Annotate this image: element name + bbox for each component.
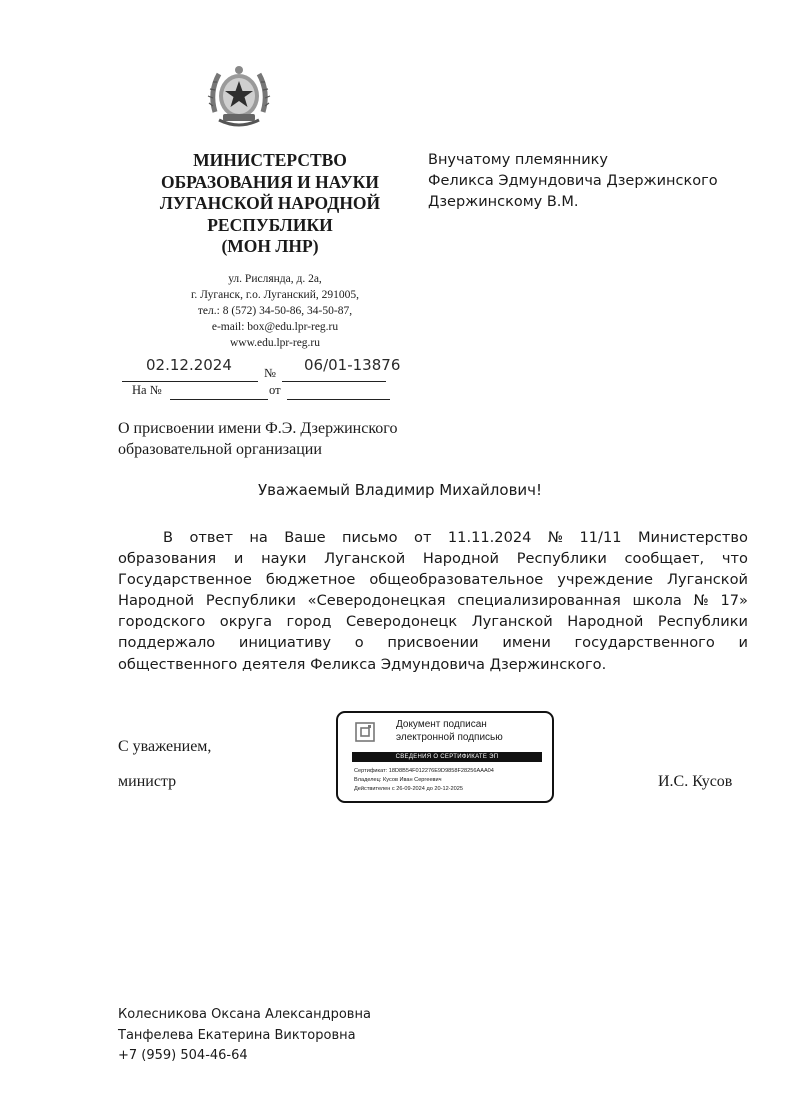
body-word: общественного деятеля Феликса Эдмундовича Дзержинского. xyxy=(118,655,607,673)
body-word: 17» xyxy=(720,592,748,610)
stamp-title-line: Документ подписан xyxy=(396,719,487,730)
ministry-header-line: ЛУГАНСКОЙ НАРОДНОЙ xyxy=(159,193,381,213)
greeting: Уважаемый Владимир Михайлович! xyxy=(257,481,543,499)
body-word: письмо xyxy=(342,529,398,546)
reference-label: На № xyxy=(132,383,162,397)
body-word: Ваше xyxy=(284,529,326,546)
body-line xyxy=(118,632,748,653)
body-word: Министерство xyxy=(637,529,748,546)
body-line xyxy=(118,611,748,632)
signer-name: И.С. Кусов xyxy=(658,773,733,790)
body-word: присвоении xyxy=(387,634,479,652)
ministry-header-line: ОБРАЗОВАНИЯ И НАУКИ xyxy=(161,171,379,192)
date-underline xyxy=(122,381,258,382)
address-line: г. Луганск, г.о. Луганский, 291005, xyxy=(190,289,359,301)
subject-line: образовательной организации xyxy=(118,441,322,458)
body-word: В xyxy=(163,529,174,546)
address-line: www.edu.lpr-reg.ru xyxy=(229,337,321,349)
executor-contacts xyxy=(118,1005,371,1067)
footer-line: Танфелева Екатерина Викторовна xyxy=(118,1027,356,1043)
body-word: Северодонецк xyxy=(345,613,458,631)
body-word: на xyxy=(249,529,268,546)
body-word: сообщает, xyxy=(624,550,705,568)
body-word: Государственное xyxy=(118,571,252,589)
body-word: от xyxy=(414,529,432,546)
body-word: Луганской xyxy=(471,613,553,631)
body-word: школа xyxy=(632,592,682,610)
electronic-signature-stamp xyxy=(336,711,554,803)
body-word: округа xyxy=(219,613,273,631)
body-word: общеобразовательное xyxy=(369,571,544,589)
number-sign: № xyxy=(264,366,276,380)
body-word: науки xyxy=(261,550,307,568)
body-word: Народной xyxy=(422,550,500,568)
body-word: и xyxy=(233,550,244,568)
body-word: Народной xyxy=(118,592,195,610)
body-word: о xyxy=(354,634,364,652)
stamp-validity: Действителен с 26-09-2024 до 20-12-2025 xyxy=(354,786,463,792)
body-word: что xyxy=(721,550,748,568)
document-icon xyxy=(355,722,375,742)
ministry-header-line: МИНИСТЕРСТВО xyxy=(193,150,347,170)
from-label: от xyxy=(269,383,281,397)
stamp-title-line: электронной подписью xyxy=(396,731,503,743)
body-word: учреждение xyxy=(557,571,653,589)
body-line xyxy=(118,548,748,569)
signer-role: министр xyxy=(118,773,177,790)
body-word: городского xyxy=(118,613,206,631)
address-line: e-mail: box@edu.lpr-reg.ru xyxy=(211,321,339,333)
body-word: образования xyxy=(118,550,217,568)
stamp-certificate: Сертификат: 18D8B54F012276E9D9858F28256AAA04 xyxy=(354,768,494,774)
ministry-address xyxy=(140,271,410,351)
coat-of-arms-emblem xyxy=(205,62,273,132)
registration-date: 02.12.2024 xyxy=(146,356,232,374)
body-word: 11.11.2024 xyxy=(447,529,532,546)
body-word: Республики xyxy=(205,592,296,610)
registration-number: 06/01-13876 xyxy=(304,356,401,374)
body-word: государственного xyxy=(574,634,715,652)
body-word: Республики xyxy=(516,550,607,568)
ministry-header xyxy=(120,150,420,258)
stamp-owner: Владелец: Кусов Иван Сергеевич xyxy=(354,777,442,783)
body-word: «Северодонецкая xyxy=(307,592,446,610)
stamp-info-bar: СВЕДЕНИЯ О СЕРТИФИКАТЕ ЭП xyxy=(352,752,542,762)
ministry-header-line: РЕСПУБЛИКИ xyxy=(207,214,333,235)
body-word: Луганской xyxy=(666,571,748,589)
body-word: № xyxy=(693,592,709,610)
reference-underline xyxy=(170,399,268,400)
body-word: бюджетное xyxy=(265,571,356,589)
body-word: ответ xyxy=(189,529,233,546)
ministry-header-line: (МОН ЛНР) xyxy=(221,236,319,256)
footer-line: +7 (959) 504-46-64 xyxy=(118,1048,248,1063)
body-word: Республики xyxy=(657,613,748,631)
address-line: тел.: 8 (572) 34-50-86, 34-50-87, xyxy=(197,305,353,317)
body-word: Народной xyxy=(567,613,644,631)
body-word: 11/11 xyxy=(579,529,622,546)
body-line xyxy=(118,527,748,548)
letter-subject xyxy=(118,418,397,460)
body-word: № xyxy=(547,529,564,546)
addressee-line: Внучатому племяннику xyxy=(428,152,608,168)
subject-line: О присвоении имени Ф.Э. Дзержинского xyxy=(118,420,398,437)
number-underline xyxy=(282,381,386,382)
body-word: имени xyxy=(502,634,551,652)
from-underline xyxy=(287,399,390,400)
body-word: Луганской xyxy=(324,550,406,568)
body-line xyxy=(118,654,748,675)
body-word: город xyxy=(286,613,332,631)
footer-line: Колесникова Оксана Александровна xyxy=(118,1007,371,1022)
body-word: поддержало xyxy=(118,634,216,652)
addressee-line: Феликса Эдмундовича Дзержинского xyxy=(428,173,718,189)
body-line xyxy=(118,569,748,590)
stamp-title xyxy=(396,719,536,744)
body-word: и xyxy=(738,634,748,652)
body-word: специализированная xyxy=(457,592,621,610)
address-line: ул. Рисляндa, д. 2а, xyxy=(228,273,322,285)
letter-body xyxy=(118,527,748,675)
addressee-block xyxy=(428,150,718,213)
body-word: инициативу xyxy=(238,634,332,652)
body-line xyxy=(118,590,748,611)
closing-phrase: С уважением, xyxy=(118,738,212,755)
addressee-line: Дзержинскому В.М. xyxy=(428,194,579,210)
